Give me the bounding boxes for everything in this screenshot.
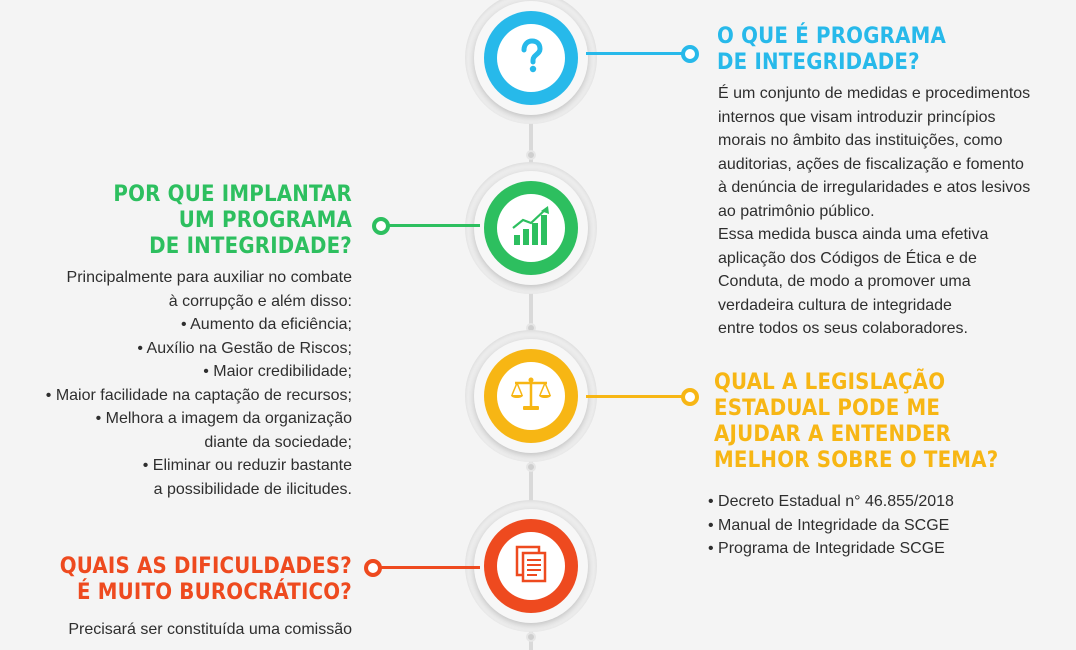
connector-dot [364, 559, 382, 577]
badge-green [484, 181, 578, 275]
connector-line [380, 566, 480, 569]
body-line: a possibilidade de ilicitudes. [153, 480, 352, 498]
section4-title [60, 554, 352, 606]
body-line: à corrupção e além disso: [168, 292, 352, 310]
body-line: • Aumento da eficiência; [180, 316, 352, 333]
section4-title-line: É MUITO BUROCRÁTICO? [76, 580, 352, 605]
section3-title [714, 370, 998, 474]
body-line: Conduta, de modo a promover uma [718, 273, 971, 290]
body-line: ao patrimônio público. [718, 202, 875, 220]
timeline-dot [526, 632, 536, 642]
section2-title-line: DE INTEGRIDADE? [149, 234, 352, 259]
section1-title-line: O QUE É PROGRAMA [717, 24, 947, 49]
body-line: • Manual de Integridade da SCGE [708, 516, 950, 534]
timeline-node-1 [465, 0, 597, 124]
body-line: auditorias, ações de fiscalização e fomento [718, 155, 1024, 173]
body-line: • Melhora a imagem da organização [95, 410, 352, 427]
question-mark-icon [511, 36, 551, 81]
section2-body [46, 266, 352, 501]
connector-line [380, 224, 480, 227]
connector-dot [372, 217, 390, 235]
section3-title-line: AJUDAR A ENTENDER [714, 422, 952, 447]
section4-title-line: QUAIS AS DIFICULDADES? [59, 554, 352, 579]
timeline-node-2 [465, 162, 597, 294]
section3-title-line: MELHOR SOBRE O TEMA? [714, 448, 999, 473]
body-line: à denúncia de irregularidades e atos lesivos [718, 179, 1031, 196]
section3-title-line: QUAL A LEGISLAÇÃO [714, 370, 946, 395]
body-line: entre todos os seus colaboradores. [718, 320, 968, 337]
body-line: • Maior facilidade na captação de recursos; [45, 386, 352, 404]
connector-dot [681, 45, 699, 63]
body-line: • Auxílio na Gestão de Riscos; [137, 339, 352, 357]
body-line: diante da sociedade; [204, 433, 352, 451]
body-line: • Eliminar ou reduzir bastante [142, 457, 352, 474]
body-line: É um conjunto de medidas e procedimentos [718, 85, 1031, 102]
body-line: internos que visam introduzir princípios [718, 108, 996, 126]
timeline-node-4 [465, 500, 597, 632]
body-line: morais no âmbito das instituições, como [718, 132, 1003, 149]
body-line: aplicação dos Códigos de Ética e de [718, 249, 977, 267]
documents-icon [511, 543, 551, 590]
section1-title [717, 24, 946, 76]
connector-line [586, 52, 688, 55]
bar-chart-icon [508, 203, 554, 254]
body-line: Precisará ser constituída uma comissão [68, 621, 352, 638]
scales-icon [509, 374, 553, 419]
section4-body [68, 618, 352, 642]
section1-title-line: DE INTEGRIDADE? [717, 50, 920, 75]
body-line: • Decreto Estadual n° 46.855/2018 [708, 493, 954, 510]
badge-red [484, 519, 578, 613]
timeline-node-3 [465, 330, 597, 462]
body-line: verdadeira cultura de integridade [718, 296, 952, 314]
timeline-dot [526, 462, 536, 472]
body-line: • Programa de Integridade SCGE [708, 540, 945, 557]
badge-blue [484, 11, 578, 105]
section2-title [113, 182, 352, 260]
body-line: Essa medida busca ainda uma efetiva [718, 226, 989, 243]
body-line: • Maior credibilidade; [203, 363, 352, 380]
section2-title-line: POR QUE IMPLANTAR [113, 182, 352, 207]
section3-body [708, 490, 954, 561]
body-line: Principalmente para auxiliar no combate [66, 269, 352, 286]
section1-body [718, 82, 1030, 341]
connector-dot [681, 388, 699, 406]
timeline-dot [526, 150, 536, 160]
connector-line [586, 395, 688, 398]
section3-title-line: ESTADUAL PODE ME [714, 396, 941, 421]
badge-yellow [484, 349, 578, 443]
section2-title-line: UM PROGRAMA [178, 208, 352, 233]
